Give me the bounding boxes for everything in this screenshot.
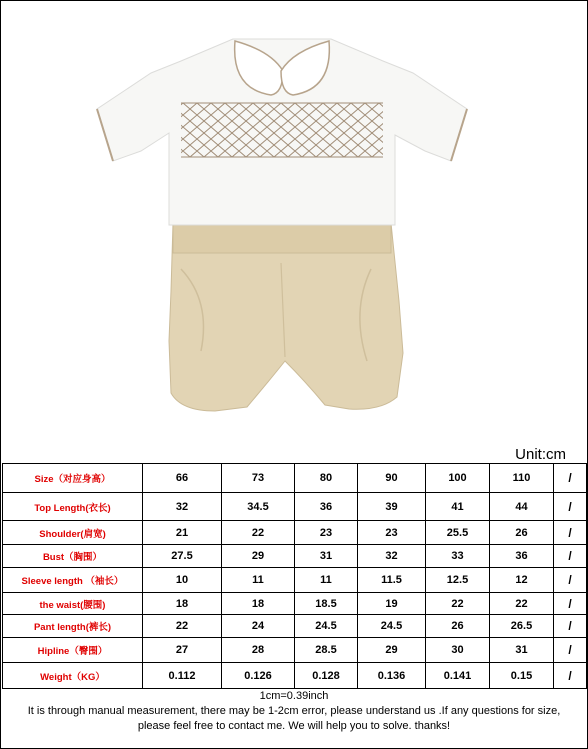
row-label: Bust（胸围） — [3, 545, 143, 568]
disclaimer-line-2: please feel free to contact me. We will help you to solve. thanks! — [137, 720, 451, 732]
table-cell: 26.5 — [490, 615, 554, 638]
table-cell: 18.5 — [295, 593, 358, 615]
conversion-note: 1cm=0.39inch — [259, 690, 329, 702]
table-cell: 12 — [490, 568, 554, 593]
table-cell: 24.5 — [358, 615, 426, 638]
table-cell: 100 — [426, 464, 490, 493]
table-cell: 44 — [490, 493, 554, 521]
table-cell-slash: / — [554, 493, 587, 521]
shorts — [169, 223, 403, 411]
row-label: Shoulder(肩宽) — [3, 521, 143, 545]
table-row — [3, 568, 587, 593]
product-photo — [1, 1, 587, 461]
row-label: Pant length(裤长) — [3, 615, 143, 638]
table-cell: 24.5 — [295, 615, 358, 638]
table-cell: 26 — [426, 615, 490, 638]
table-cell-slash: / — [554, 638, 587, 663]
table-cell: 30 — [426, 638, 490, 663]
table-cell: 28.5 — [295, 638, 358, 663]
table-cell-slash: / — [554, 663, 587, 689]
table-cell: 26 — [490, 521, 554, 545]
table-cell: 10 — [143, 568, 222, 593]
table-cell: 28 — [222, 638, 295, 663]
table-cell: 12.5 — [426, 568, 490, 593]
table-row — [3, 638, 587, 663]
table-cell: 23 — [358, 521, 426, 545]
table-cell: 27 — [143, 638, 222, 663]
table-cell: 36 — [490, 545, 554, 568]
table-cell: 34.5 — [222, 493, 295, 521]
table-cell: 11.5 — [358, 568, 426, 593]
row-label: Size（对应身高） — [3, 464, 143, 493]
table-cell: 32 — [358, 545, 426, 568]
table-cell: 19 — [358, 593, 426, 615]
table-cell: 33 — [426, 545, 490, 568]
table-cell: 11 — [222, 568, 295, 593]
size-chart-table — [2, 463, 587, 689]
table-cell: 22 — [490, 593, 554, 615]
table-cell: 22 — [222, 521, 295, 545]
table-cell: 80 — [295, 464, 358, 493]
table-cell: 22 — [143, 615, 222, 638]
table-cell: 25.5 — [426, 521, 490, 545]
row-label: Weight（KG） — [3, 663, 143, 689]
unit-label: Unit:cm — [515, 446, 566, 463]
shirt — [97, 39, 467, 225]
table-cell: 24 — [222, 615, 295, 638]
table-cell: 0.112 — [143, 663, 222, 689]
row-label: Sleeve length （袖长） — [3, 568, 143, 593]
measurement-note — [0, 689, 588, 734]
table-cell: 31 — [295, 545, 358, 568]
table-row — [3, 663, 587, 689]
table-cell: 0.15 — [490, 663, 554, 689]
table-cell: 0.126 — [222, 663, 295, 689]
table-cell: 31 — [490, 638, 554, 663]
table-row — [3, 615, 587, 638]
table-cell: 110 — [490, 464, 554, 493]
table-cell: 41 — [426, 493, 490, 521]
table-cell-slash: / — [554, 521, 587, 545]
table-cell: 27.5 — [143, 545, 222, 568]
table-cell-slash: / — [554, 593, 587, 615]
table-cell: 29 — [358, 638, 426, 663]
disclaimer-line-1: It is through manual measurement, there may be 1-2cm error, please understand us .If any questions for size, — [27, 705, 561, 717]
table-row — [3, 464, 587, 493]
table-cell: 36 — [295, 493, 358, 521]
table-cell: 32 — [143, 493, 222, 521]
table-cell: 29 — [222, 545, 295, 568]
table-cell: 0.128 — [295, 663, 358, 689]
table-cell: 66 — [143, 464, 222, 493]
table-row — [3, 545, 587, 568]
table-cell: 23 — [295, 521, 358, 545]
table-cell: 22 — [426, 593, 490, 615]
table-cell: 90 — [358, 464, 426, 493]
table-cell: 18 — [222, 593, 295, 615]
table-cell: 21 — [143, 521, 222, 545]
table-cell: 0.141 — [426, 663, 490, 689]
table-cell: 39 — [358, 493, 426, 521]
table-cell: 73 — [222, 464, 295, 493]
table-cell: 18 — [143, 593, 222, 615]
row-label: the waist(腰围) — [3, 593, 143, 615]
table-cell-slash: / — [554, 464, 587, 493]
table-cell: 11 — [295, 568, 358, 593]
row-label: Hipline（臀围） — [3, 638, 143, 663]
table-cell-slash: / — [554, 615, 587, 638]
table-cell: 0.136 — [358, 663, 426, 689]
row-label: Top Length(衣长) — [3, 493, 143, 521]
table-row — [3, 593, 587, 615]
table-row — [3, 493, 587, 521]
table-cell-slash: / — [554, 568, 587, 593]
size-chart-body — [3, 464, 587, 689]
table-row — [3, 521, 587, 545]
table-cell-slash: / — [554, 545, 587, 568]
